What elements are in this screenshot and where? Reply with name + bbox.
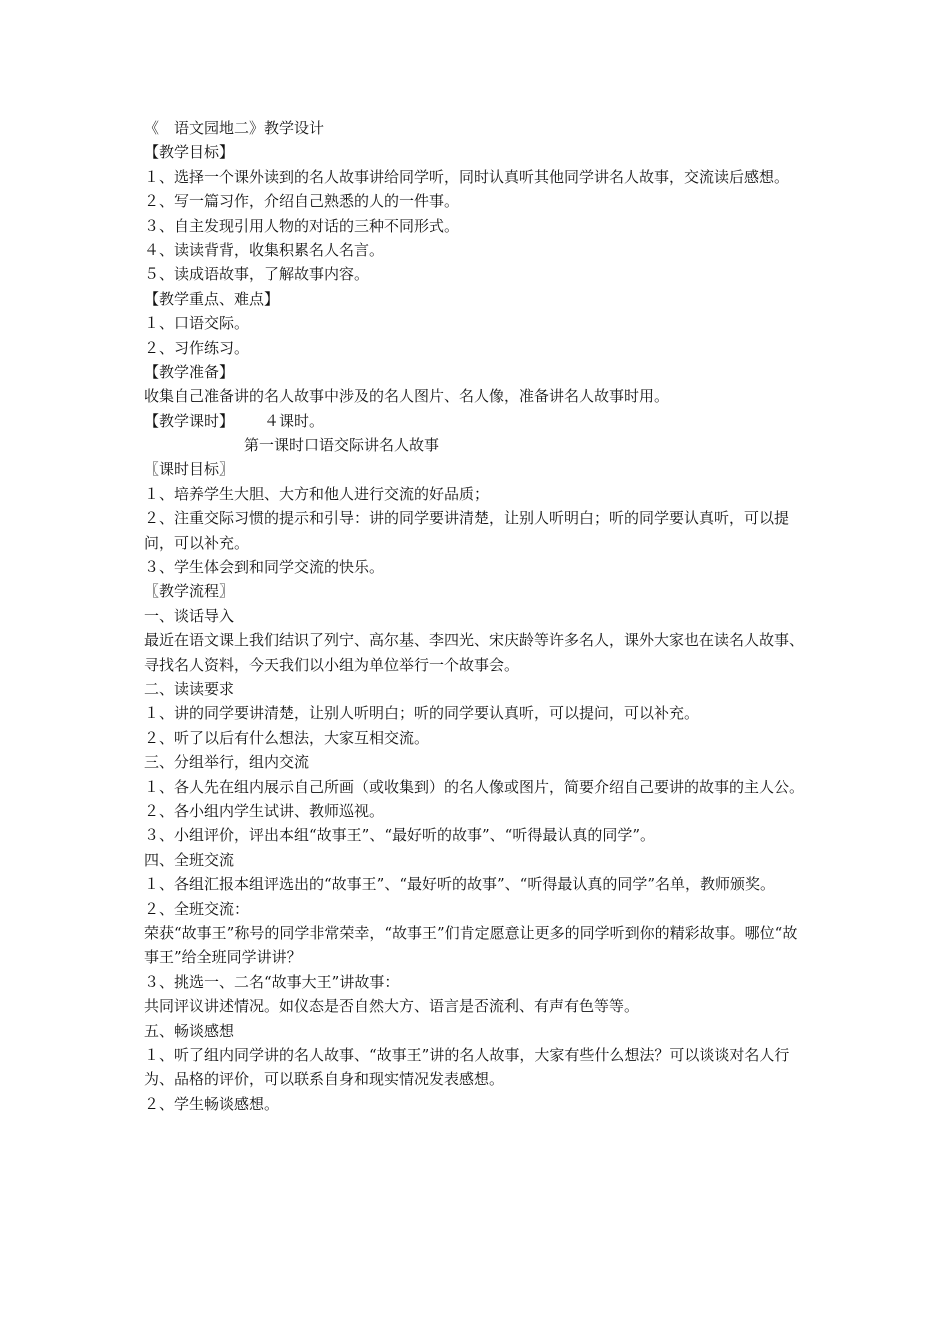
lesson-goal-item: １、培养学生大胆、大方和他人进行交流的好品质； — [144, 484, 490, 503]
step-text: 最近在语文课上我们结识了列宁、高尔基、李四光、宋庆龄等许多名人，课外大家也在读名人故事、寻找名人资料，今天我们以小组为单位举行一个故事会。 — [144, 631, 805, 674]
section-heading-prep: 【教学准备】 — [144, 362, 235, 381]
goal-item: ４、读读背背，收集积累名人名言。 — [144, 240, 385, 259]
goal-item: ２、写一篇习作，介绍自己熟悉的人的一件事。 — [144, 192, 460, 211]
section-heading-key: 【教学重点、难点】 — [144, 289, 280, 308]
step-text: 荣获“故事王”称号的同学非常荣幸，“故事王”们肯定愿意让更多的同学听到你的精彩故事。哪位“故事王”给全班同学讲讲？ — [144, 924, 798, 967]
step-item: ３、小组评价，评出本组“故事王”、“最好听的故事”、“听得最认真的同学”。 — [144, 826, 656, 845]
step-item: １、各人先在组内展示自己所画（或收集到）的名人像或图片，简要介绍自己要讲的故事的主人公。 — [144, 777, 805, 796]
goal-item: ５、读成语故事，了解故事内容。 — [144, 265, 370, 284]
key-item: １、口语交际。 — [144, 314, 250, 333]
step-item: ２、听了以后有什么想法，大家互相交流。 — [144, 728, 430, 747]
document-title: 《 语文园地二》教学设计 — [144, 119, 325, 137]
step-item: １、听了组内同学讲的名人故事、“故事王”讲的名人故事，大家有些什么想法？可以谈谈对名人行为、品格的评价，可以联系自身和现实情况发表感想。 — [144, 1045, 790, 1089]
section-heading-goals: 【教学目标】 — [144, 143, 235, 162]
goal-item: １、选择一个课外读到的名人故事讲给同学听，同时认真听其他同学讲名人故事，交流读后感想。 — [144, 167, 790, 186]
step-title: 五、畅谈感想 — [144, 1021, 235, 1040]
section-heading-flow: 〖教学流程〗 — [144, 582, 235, 601]
lesson-goal-item: ３、学生体会到和同学交流的快乐。 — [144, 558, 385, 577]
step-item: １、讲的同学要讲清楚，让别人听明白；听的同学要认真听，可以提问，可以补充。 — [144, 704, 700, 723]
step-text: 共同评议讲述情况。如仪态是否自然大方、语言是否流利、有声有色等等。 — [144, 997, 640, 1016]
step-item: ３、挑选一、二名“故事大王”讲故事： — [144, 972, 400, 991]
prep-text: 收集自己准备讲的名人故事中涉及的名人图片、名人像，准备讲名人故事时用。 — [144, 387, 670, 406]
step-title: 一、谈话导入 — [144, 606, 235, 625]
step-item: ２、各小组内学生试讲、教师巡视。 — [144, 802, 385, 821]
step-title: 三、分组举行，组内交流 — [144, 753, 310, 772]
document-page — [144, 116, 812, 1116]
hours-row — [144, 409, 812, 433]
lesson-title: 第一课时口语交际讲名人故事 — [244, 436, 440, 455]
key-item: ２、习作练习。 — [144, 338, 250, 357]
step-title: 二、读读要求 — [144, 680, 235, 699]
step-item: ２、学生畅谈感想。 — [144, 1094, 280, 1113]
section-heading-lesson-goals: 〖课时目标〗 — [144, 460, 235, 479]
hours-value: ４课时。 — [264, 411, 325, 430]
goal-item: ３、自主发现引用人物的对话的三种不同形式。 — [144, 216, 460, 235]
step-item: ２、全班交流： — [144, 899, 250, 918]
step-item: １、各组汇报本组评选出的“故事王”、“最好听的故事”、“听得最认真的同学”名单，教师颁奖。 — [144, 875, 776, 894]
lesson-goal-item: ２、注重交际习惯的提示和引导：讲的同学要讲清楚，让别人听明白；听的同学要认真听，可以提问，可以补充。 — [144, 509, 790, 552]
step-title: 四、全班交流 — [144, 850, 235, 869]
section-heading-hours: 【教学课时】 — [144, 411, 235, 430]
